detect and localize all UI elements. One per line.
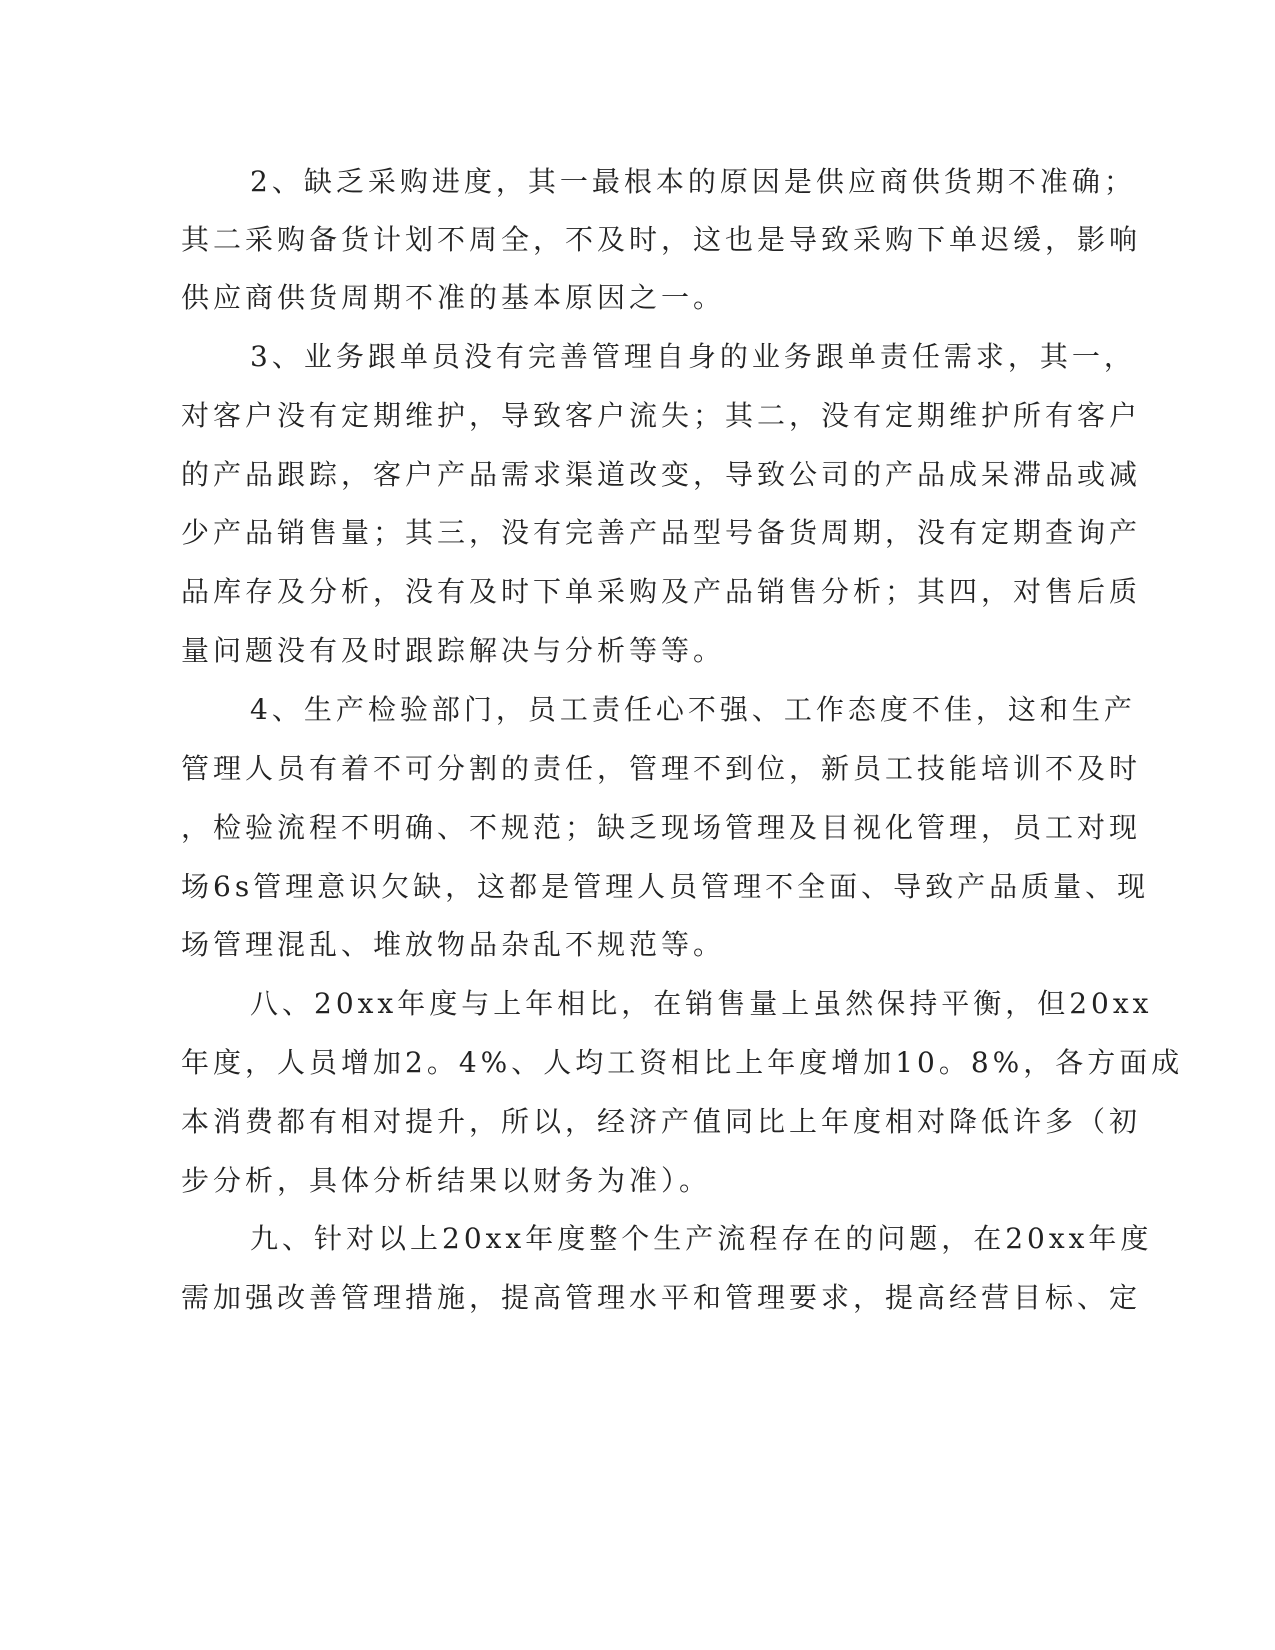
- paragraph-line: 场管理混乱、堆放物品杂乱不规范等。: [181, 928, 726, 961]
- paragraph-line: ，检验流程不明确、不规范；缺乏现场管理及目视化管理，员工对现: [181, 811, 1142, 844]
- paragraph-line: 需加强改善管理措施，提高管理水平和管理要求，提高经营目标、定: [181, 1281, 1142, 1314]
- paragraph-line: 少产品销售量；其三，没有完善产品型号备货周期，没有定期查询产: [181, 516, 1142, 549]
- paragraph-line: 4、生产检验部门，员工责任心不强、工作态度不佳，这和生产: [250, 693, 1136, 726]
- paragraph-line: 年度，人员增加2。4%、人均工资相比上年度增加10。8%，各方面成: [181, 1046, 1184, 1079]
- paragraph-line: 3、业务跟单员没有完善管理自身的业务跟单责任需求，其一，: [250, 340, 1136, 373]
- paragraph-line: 本消费都有相对提升，所以，经济产值同比上年度相对降低许多（初: [181, 1105, 1142, 1138]
- paragraph-line: 管理人员有着不可分割的责任，管理不到位，新员工技能培训不及时: [181, 752, 1142, 785]
- paragraph-line: 品库存及分析，没有及时下单采购及产品销售分析；其四，对售后质: [181, 575, 1142, 608]
- paragraph-line: 九、针对以上20xx年度整个生产流程存在的问题，在20xx年度: [250, 1222, 1153, 1255]
- paragraph-line: 八、20xx年度与上年相比，在销售量上虽然保持平衡，但20xx: [250, 987, 1153, 1020]
- paragraph-line: 的产品跟踪，客户产品需求渠道改变，导致公司的产品成呆滞品或减: [181, 458, 1142, 491]
- paragraph-line: 对客户没有定期维护，导致客户流失；其二，没有定期维护所有客户: [181, 399, 1142, 432]
- paragraph-line: 步分析，具体分析结果以财务为准）。: [181, 1164, 712, 1197]
- paragraph-line: 供应商供货周期不准的基本原因之一。: [181, 281, 726, 314]
- paragraph-line: 量问题没有及时跟踪解决与分析等等。: [181, 634, 726, 667]
- paragraph-line: 其二采购备货计划不周全，不及时，这也是导致采购下单迟缓，影响: [181, 223, 1142, 256]
- paragraph-line: 场6s管理意识欠缺，这都是管理人员管理不全面、导致产品质量、现: [181, 870, 1150, 903]
- paragraph-line: 2、缺乏采购进度，其一最根本的原因是供应商供货期不准确；: [250, 165, 1136, 198]
